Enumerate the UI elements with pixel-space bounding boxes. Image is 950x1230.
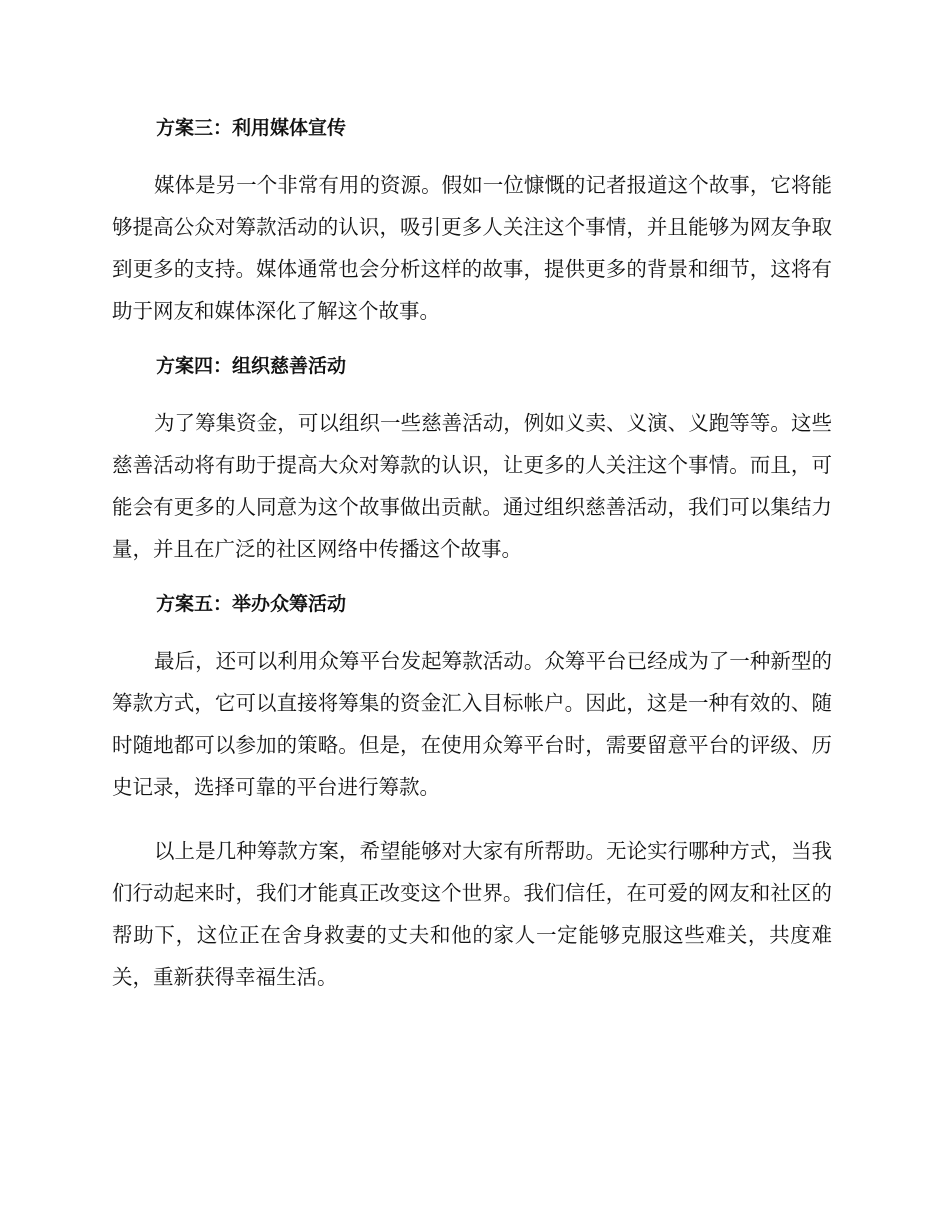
section-paragraph: 媒体是另一个非常有用的资源。假如一位慷慨的记者报道这个故事，它将能够提高公众对筹款活动的认识，吸引更多人关注这个事情，并且能够为网友争取到更多的支持。媒体通常也会分析这样的故事，提供更多的背景和细节，这将有助于网友和媒体深化了解这个故事。 <box>112 173 832 323</box>
section-paragraph: 最后，还可以利用众筹平台发起筹款活动。众筹平台已经成为了一种新型的筹款方式，它可以直接将筹集的资金汇入目标帐户。因此，这是一种有效的、随时随地都可以参加的策略。但是，在使用众筹平台时，需要留意平台的评级、历史记录，选择可靠的平台进行筹款。 <box>112 649 832 799</box>
document-body <box>112 108 832 998</box>
section-heading: 方案五：举办众筹活动 <box>156 593 347 615</box>
section-heading: 方案四：组织慈善活动 <box>156 355 347 377</box>
conclusion-paragraph: 以上是几种筹款方案，希望能够对大家有所帮助。无论实行哪种方式，当我们行动起来时，我们才能真正改变这个世界。我们信任，在可爱的网友和社区的帮助下，这位正在舍身救妻的丈夫和他的家人一定能够克服这些难关，共度难关，重新获得幸福生活。 <box>112 839 832 989</box>
section-heading: 方案三：利用媒体宣传 <box>156 117 347 139</box>
section-paragraph: 为了筹集资金，可以组织一些慈善活动，例如义卖、义演、义跑等等。这些慈善活动将有助于提高大众对筹款的认识，让更多的人关注这个事情。而且，可能会有更多的人同意为这个故事做出贡献。通过组织慈善活动，我们可以集结力量，并且在广泛的社区网络中传播这个故事。 <box>112 411 832 561</box>
